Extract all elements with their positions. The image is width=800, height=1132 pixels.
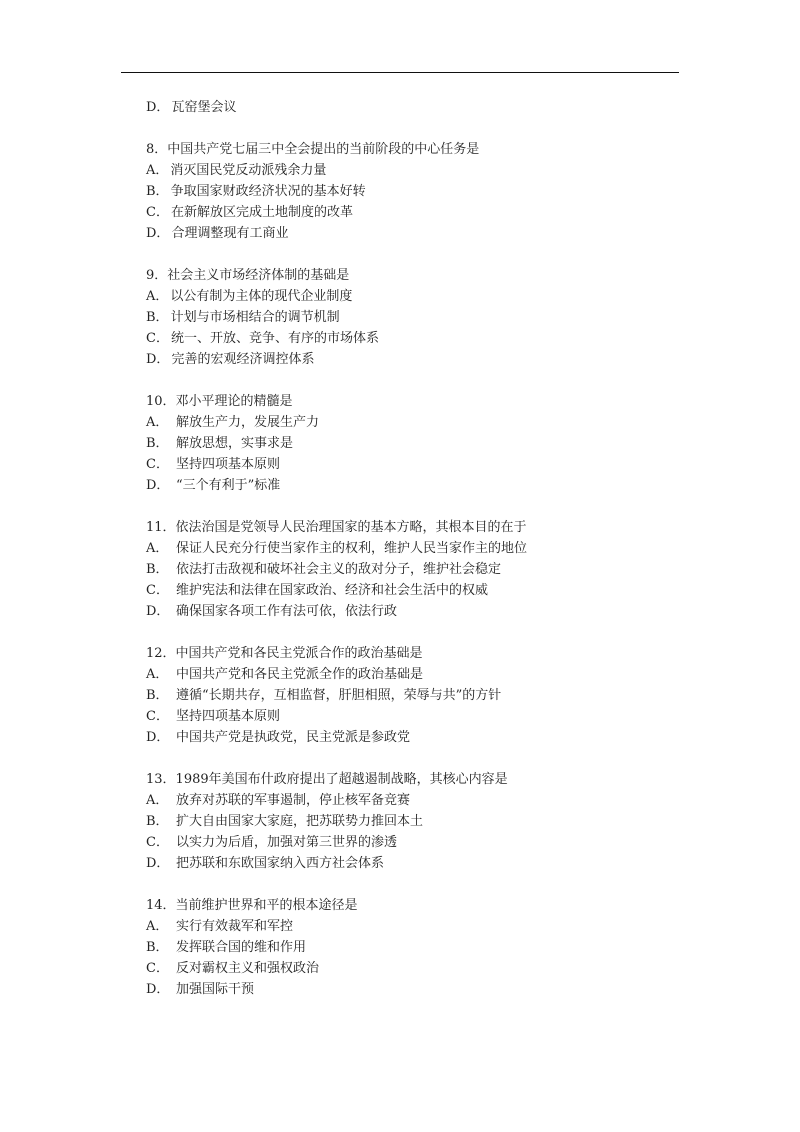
option-text: 解放思想，实事求是 <box>176 436 294 451</box>
option-letter: C． <box>146 709 169 724</box>
option-text: 确保国家各项工作有法可依，依法行政 <box>176 604 398 619</box>
answer-option <box>146 790 686 811</box>
answer-option <box>146 706 686 727</box>
option-letter: D． <box>146 730 170 745</box>
option-letter: A． <box>146 289 169 304</box>
answer-option <box>146 286 686 307</box>
option-text: 中国共产党是执政党，民主党派是参政党 <box>176 730 411 745</box>
answer-option <box>146 538 686 559</box>
answer-option <box>146 160 686 181</box>
answer-option <box>146 853 686 874</box>
answer-option <box>146 433 686 454</box>
option-text: 争取国家财政经济状况的基本好转 <box>170 184 366 199</box>
answer-option <box>146 979 686 1000</box>
option-text: 解放生产力，发展生产力 <box>176 415 320 430</box>
option-text: 维护宪法和法律在国家政治、经济和社会生活中的权威 <box>176 583 489 598</box>
option-letter: D． <box>146 478 170 493</box>
question-block <box>146 643 686 748</box>
question-block <box>146 517 686 622</box>
option-letter: A． <box>146 541 169 556</box>
option-letter: D． <box>146 982 170 997</box>
option-letter: D． <box>146 226 170 241</box>
option-letter: C． <box>146 331 169 346</box>
answer-option <box>146 685 686 706</box>
option-text: 加强国际干预 <box>176 982 255 997</box>
question-block <box>146 391 686 496</box>
option-text: 坚持四项基本原则 <box>176 709 281 724</box>
answer-option <box>146 601 686 622</box>
question-stem: 13．1989年美国布什政府提出了超越遏制战略，其核心内容是 <box>146 772 508 787</box>
answer-option <box>146 454 686 475</box>
option-letter: D． <box>146 856 170 871</box>
option-letter: C． <box>146 961 169 976</box>
answer-option <box>146 559 686 580</box>
answer-option <box>146 727 686 748</box>
header-rule <box>121 72 679 73</box>
question-stem: 9．社会主义市场经济体制的基础是 <box>146 268 350 283</box>
answer-option <box>146 475 686 496</box>
option-text: 以实力为后盾，加强对第三世界的渗透 <box>176 835 398 850</box>
answer-option <box>146 223 686 244</box>
answer-option <box>146 412 686 433</box>
option-text: 实行有效裁军和军控 <box>176 919 294 934</box>
option-letter: A． <box>146 667 169 682</box>
option-letter: B． <box>146 562 169 577</box>
question-stem: 8．中国共产党七届三中全会提出的当前阶段的中心任务是 <box>146 142 480 157</box>
option-text: 保证人民充分行使当家作主的权利，维护人民当家作主的地位 <box>176 541 528 556</box>
question-stem: 14．当前维护世界和平的根本途径是 <box>146 898 358 913</box>
answer-option <box>146 664 686 685</box>
answer-option <box>146 937 686 958</box>
option-text: 中国共产党和各民主党派全作的政治基础是 <box>176 667 424 682</box>
answer-option <box>146 958 686 979</box>
question-block <box>146 895 686 1000</box>
option-text: 扩大自由国家大家庭，把苏联势力推回本土 <box>176 814 424 829</box>
answer-option <box>146 580 686 601</box>
option-text: 消灭国民党反动派残余力量 <box>170 163 327 178</box>
option-text: 依法打击敌视和破坏社会主义的敌对分子，维护社会稳定 <box>176 562 502 577</box>
question-stem: 10．邓小平理论的精髓是 <box>146 394 293 409</box>
option-letter: B． <box>146 310 169 325</box>
question-stem: 12．中国共产党和各民主党派合作的政治基础是 <box>146 646 423 661</box>
option-letter: B． <box>146 436 169 451</box>
option-letter: A． <box>146 919 169 934</box>
option-letter: A． <box>146 163 169 178</box>
option-letter: C． <box>146 835 169 850</box>
answer-option <box>146 916 686 937</box>
option-text: 反对霸权主义和强权政治 <box>176 961 320 976</box>
option-letter: D． <box>146 100 170 115</box>
leading-option-d <box>146 97 686 118</box>
option-letter: B． <box>146 184 169 199</box>
option-letter: A． <box>146 415 169 430</box>
option-text: 瓦窑堡会议 <box>171 100 237 115</box>
option-text: 以公有制为主体的现代企业制度 <box>170 289 353 304</box>
question-list <box>146 97 686 1000</box>
answer-option <box>146 832 686 853</box>
option-text: 完善的宏观经济调控体系 <box>171 352 315 367</box>
question-stem: 11．依法治国是党领导人民治理国家的基本方略，其根本目的在于 <box>146 520 527 535</box>
option-letter: D． <box>146 604 170 619</box>
question-block <box>146 265 686 370</box>
answer-option <box>146 328 686 349</box>
answer-option <box>146 307 686 328</box>
option-text: 把苏联和东欧国家纳入西方社会体系 <box>176 856 385 871</box>
option-text: 计划与市场相结合的调节机制 <box>170 310 340 325</box>
option-text: 放弃对苏联的军事遏制，停止核军备竞赛 <box>176 793 411 808</box>
option-letter: B． <box>146 688 169 703</box>
option-text: “三个有利于”标准 <box>176 478 281 493</box>
answer-option <box>146 181 686 202</box>
option-text: 在新解放区完成土地制度的改革 <box>170 205 353 220</box>
answer-option <box>146 202 686 223</box>
question-block <box>146 139 686 244</box>
option-letter: A． <box>146 793 169 808</box>
option-text: 遵循“长期共存，互相监督，肝胆相照，荣辱与共”的方针 <box>176 688 502 703</box>
option-text: 统一、开放、竞争、有序的市场体系 <box>170 331 379 346</box>
option-letter: C． <box>146 583 169 598</box>
option-text: 发挥联合国的维和作用 <box>176 940 307 955</box>
option-letter: B． <box>146 940 169 955</box>
answer-option <box>146 811 686 832</box>
option-letter: B． <box>146 814 169 829</box>
option-letter: C． <box>146 205 169 220</box>
option-text: 坚持四项基本原则 <box>176 457 281 472</box>
option-letter: C． <box>146 457 169 472</box>
question-block <box>146 769 686 874</box>
answer-option <box>146 349 686 370</box>
option-text: 合理调整现有工商业 <box>171 226 289 241</box>
option-letter: D． <box>146 352 170 367</box>
